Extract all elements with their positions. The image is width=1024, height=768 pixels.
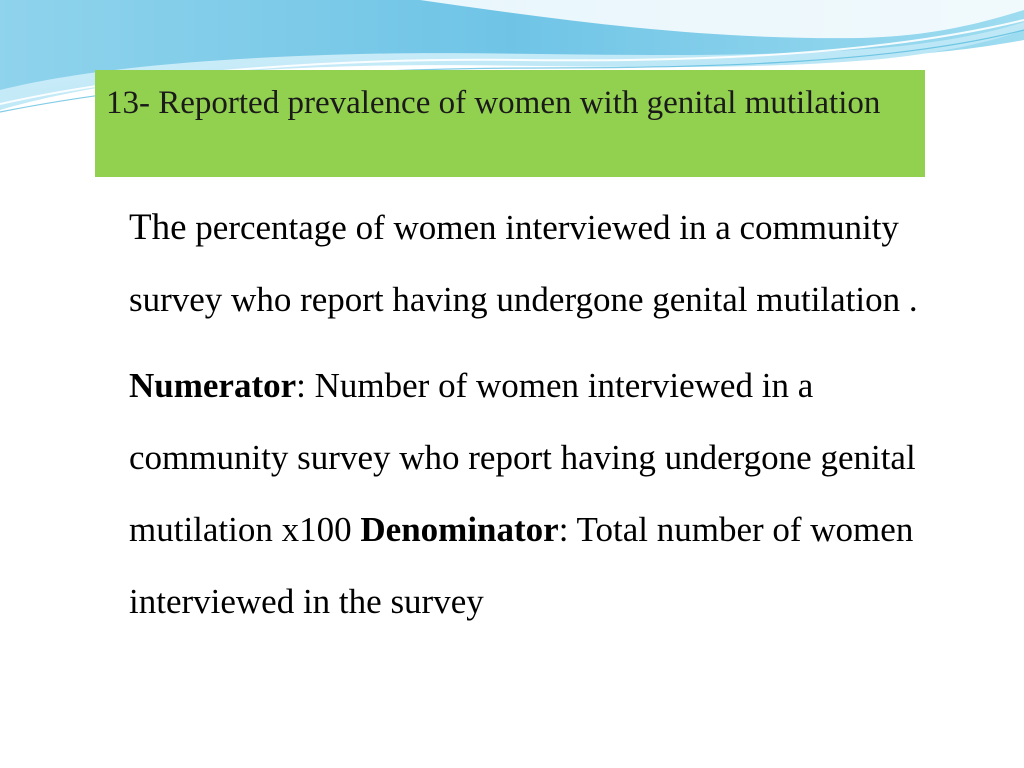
- title-box: [95, 70, 925, 177]
- formula-paragraph: [129, 350, 929, 638]
- definition-text: percentage of women interviewed in a community survey who report having undergone genital mutilation .: [129, 208, 918, 319]
- denominator-label: Denominator: [360, 510, 559, 549]
- numerator-text: : Number of women interviewed in a community survey who report having undergone genital mutilation x100: [129, 366, 916, 549]
- numerator-label: Numerator: [129, 366, 297, 405]
- definition-paragraph: [129, 192, 929, 336]
- definition-first-word: The: [129, 207, 187, 248]
- slide-title: 13- Reported prevalence of women with genital mutilation: [106, 85, 881, 121]
- slide-body: [129, 192, 929, 638]
- denominator-text: : Total number of women interviewed in the survey: [129, 510, 914, 621]
